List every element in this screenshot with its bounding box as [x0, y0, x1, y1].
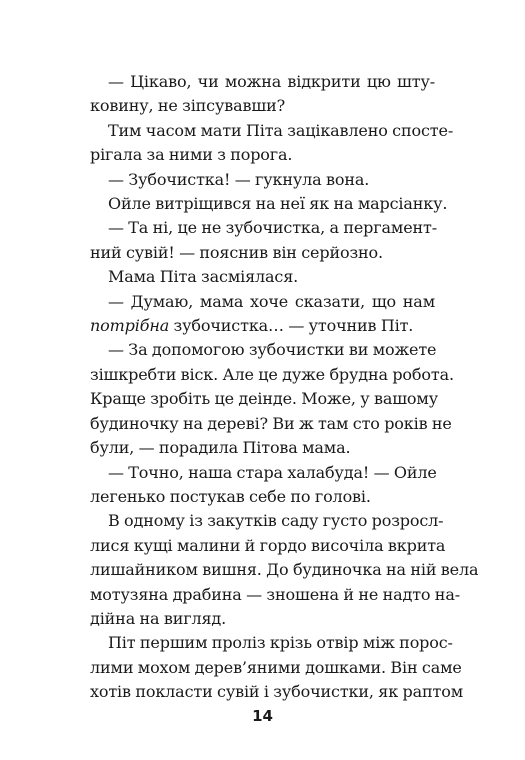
- text-line: лися кущі малини й гордо височіла вкрита: [90, 535, 446, 555]
- text-line: мотузяна драбина — зношена й не надто на-: [90, 584, 460, 604]
- text-line: були, — порадила Пітова мама.: [90, 438, 351, 458]
- text-block: [90, 70, 479, 705]
- text-line: зішкребти віск. Але це дуже брудна робота.: [90, 364, 454, 384]
- text-line: ковину, не зіпсувавши?: [90, 96, 286, 116]
- text-line: хотів покласти сувій і зубочистки, як раптом: [90, 682, 463, 702]
- text-line: легенько постукав себе по голові.: [90, 486, 371, 506]
- text-line: лишайником вишня. До будиночка на ній вела: [90, 560, 479, 580]
- italic-word: потрібна: [90, 316, 170, 336]
- text-line: — Та ні, це не зубочистка, а пергамент-: [108, 218, 437, 238]
- text-line: — Думаю, мама хоче сказати, що нам: [108, 291, 435, 311]
- text-line: [90, 314, 435, 338]
- page-number: 14: [252, 707, 273, 725]
- text-line: — Зубочистка! — гукнула вона.: [108, 169, 370, 189]
- text-line: будиночку на дереві? Ви ж там сто років не: [90, 413, 452, 433]
- text-line: В одному із закутків саду густо розросл-: [108, 511, 444, 531]
- text-line: Тим часом мати Піта зацікавлено спосте-: [108, 120, 454, 140]
- text-line: Краще зробіть це деінде. Може, у вашому: [90, 389, 438, 409]
- text-line: дійна на вигляд.: [90, 608, 227, 628]
- page-text: [90, 70, 479, 705]
- text-line: — Цікаво, чи можна відкрити цю шту-: [108, 72, 435, 91]
- text-line-rest: зубочистка… — уточнив Піт.: [169, 316, 414, 336]
- text-line: Мама Піта засміялася.: [108, 267, 299, 287]
- text-line: Ойле витріщився на неї як на марсіанку.: [108, 194, 448, 214]
- text-line: лими мохом дерев’яними дошками. Він саме: [90, 657, 462, 677]
- text-line: ний сувій! — пояснив він серйозно.: [90, 242, 383, 262]
- text-line: рігала за ними з порога.: [90, 145, 293, 165]
- text-line: — За допомогою зубочистки ви можете: [108, 340, 437, 360]
- text-line: — Точно, наша стара халабуда! — Ойле: [108, 462, 437, 482]
- text-line: Піт першим проліз крізь отвір між порос-: [108, 633, 453, 653]
